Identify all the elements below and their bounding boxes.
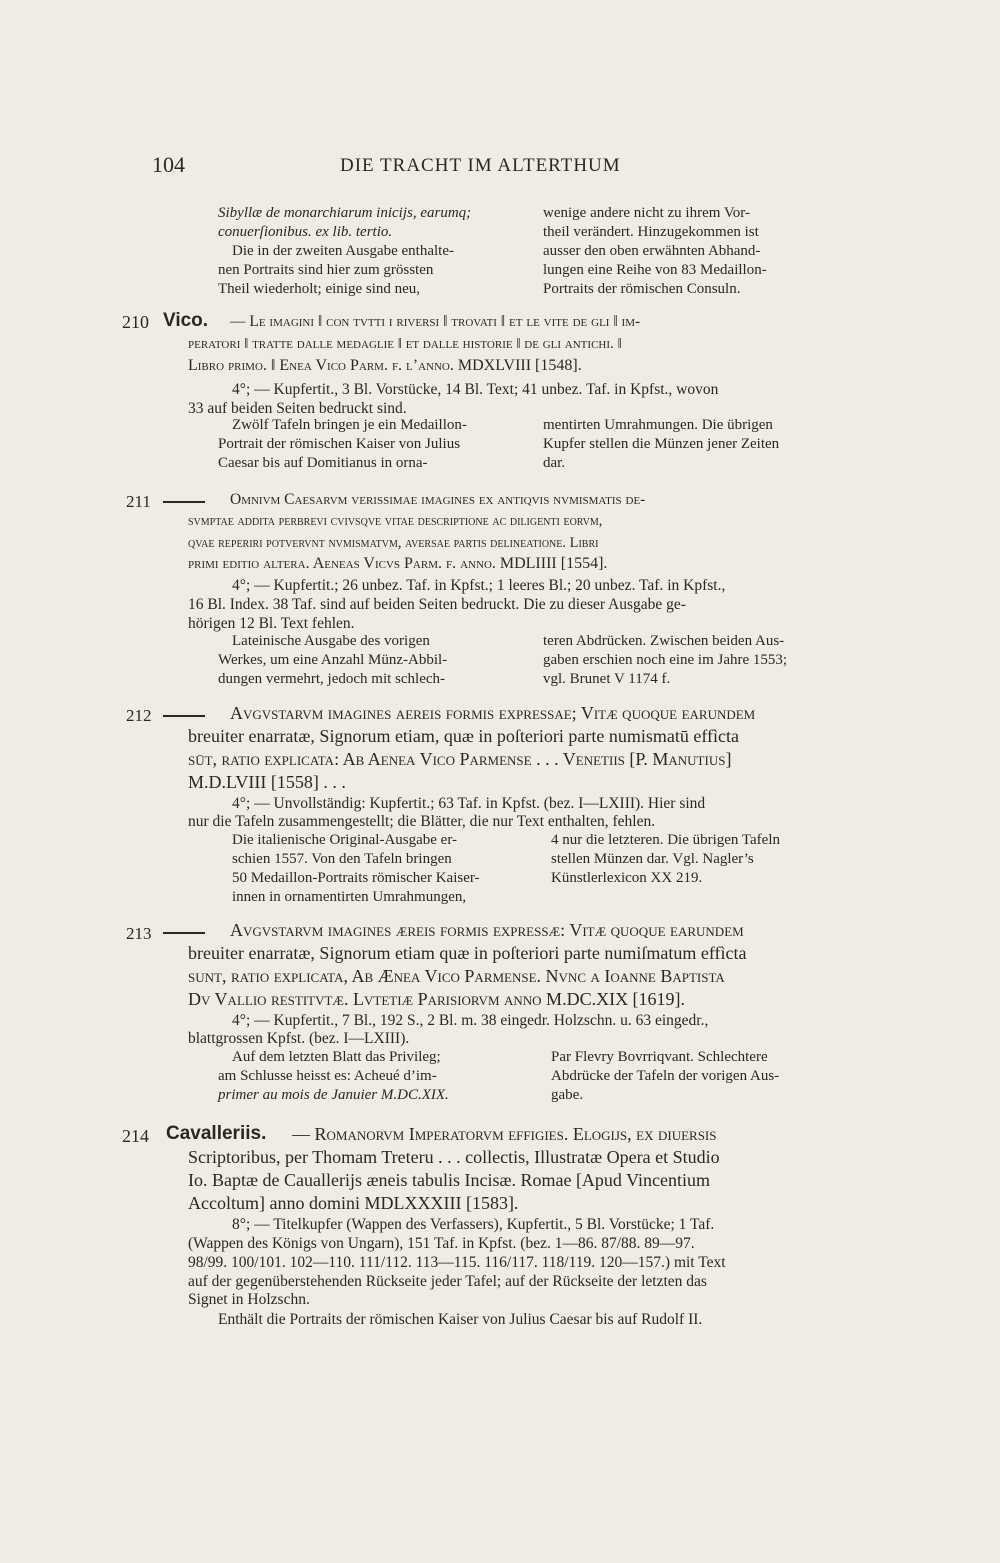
text-line: primer au mois de Januier M.DC.XIX. bbox=[218, 1087, 449, 1103]
title-line: — Romanorvm Imperatorvm effigies. Elogijs, ex diuersis bbox=[292, 1124, 717, 1144]
entry-number: 214 bbox=[122, 1126, 149, 1146]
text-line: gabe. bbox=[551, 1087, 584, 1103]
text-line: blattgrossen Kpfst. (bez. I—LXIII). bbox=[188, 1030, 410, 1047]
text-line: innen in ornamentirten Umrahmungen, bbox=[232, 889, 467, 905]
text-line: lungen eine Reihe von 83 Medaillon- bbox=[543, 262, 767, 278]
text-line: Par Flevry Bovrriqvant. Schlechtere bbox=[551, 1049, 768, 1065]
text-line: conuerſionibus. ex lib. tertio. bbox=[218, 224, 393, 240]
text-line: 4°; — Kupfertit.; 26 unbez. Taf. in Kpfst.; 1 leeres Bl.; 20 unbez. Taf. in Kpfst., bbox=[232, 577, 726, 594]
text-line: mentirten Umrahmungen. Die übrigen bbox=[543, 417, 773, 433]
title-line: M.D.LVIII [1558] . . . bbox=[188, 772, 346, 792]
title-line: Dv Vallio restitvtæ. Lvtetiæ Parisiorvm anno M.DC.XIX [1619]. bbox=[188, 989, 686, 1009]
text-line: schien 1557. Von den Tafeln bringen bbox=[232, 851, 452, 867]
text-line: Künstlerlexicon XX 219. bbox=[551, 870, 703, 886]
text-line: 4 nur die letzteren. Die übrigen Tafeln bbox=[551, 832, 780, 848]
text-line: Caesar bis auf Domitianus in orna- bbox=[218, 455, 428, 471]
text-line: dungen vermehrt, jedoch mit schlech- bbox=[218, 671, 446, 687]
text-line: Theil wiederholt; einige sind neu, bbox=[218, 281, 421, 297]
title-line: sunt, ratio explicata, Ab Ænea Vico Parmense. Nvnc a Ioanne Baptista bbox=[188, 966, 725, 986]
text-line: auf der gegenüberstehenden Rückseite jeder Tafel; auf der Rückseite der letzten das bbox=[188, 1273, 707, 1290]
entry-number: 213 bbox=[126, 924, 152, 943]
text-line: 33 auf beiden Seiten bedruckt sind. bbox=[188, 400, 407, 417]
text-line: 4°; — Unvollständig: Kupfertit.; 63 Taf. in Kpfst. (bez. I—LXIII). Hier sind bbox=[232, 795, 706, 812]
text-line: 98/99. 100/101. 102—110. 111/112. 113—115. 116/117. 118/119. 120—157.) mit Text bbox=[188, 1254, 726, 1271]
text-line: Werkes, um eine Anzahl Münz-Abbil- bbox=[218, 652, 448, 668]
text-line: nur die Tafeln zusammengestellt; die Blätter, die nur Text enthalten, fehlen. bbox=[188, 813, 656, 830]
text-line: Signet in Holzschn. bbox=[188, 1291, 310, 1308]
title-line: primi editio altera. Aeneas Vicvs Parm. f. anno. MDLIIII [1554]. bbox=[188, 555, 608, 572]
text-line: ausser den oben erwähnten Abhand- bbox=[543, 243, 761, 259]
page-number: 104 bbox=[152, 152, 185, 177]
running-title: DIE TRACHT IM ALTERTHUM bbox=[340, 155, 621, 176]
title-line: qvae reperiri potvervnt nvmismatvm, aversae partis delineatione. Libri bbox=[188, 535, 599, 551]
entry-author: Vico. bbox=[163, 310, 209, 331]
entry-number: 210 bbox=[122, 312, 149, 332]
title-line: peratori ‖ tratte dalle medaglie ‖ et dalle historie ‖ de gli antichi. ‖ bbox=[188, 336, 622, 352]
text-line: 4°; — Kupfertit., 3 Bl. Vorstücke, 14 Bl. Text; 41 unbez. Taf. in Kpfst., wovon bbox=[232, 381, 719, 398]
ditto-rule bbox=[163, 715, 205, 717]
title-line: Io. Baptæ de Cauallerijs æneis tabulis Incisæ. Romae [Apud Vincentium bbox=[188, 1170, 711, 1190]
title-line: Accoltum] anno domini MDLXXXIII [1583]. bbox=[188, 1193, 519, 1213]
text-line: 8°; — Titelkupfer (Wappen des Verfassers), Kupfertit., 5 Bl. Vorstücke; 1 Taf. bbox=[232, 1216, 715, 1233]
title-line: breuiter enarratæ, Signorum etiam, quæ in poſteriori parte numismatū effìcta bbox=[188, 726, 740, 746]
text-line: dar. bbox=[543, 455, 566, 471]
text-line: 50 Medaillon-Portraits römischer Kaiser- bbox=[232, 870, 480, 886]
text-line: wenige andere nicht zu ihrem Vor- bbox=[543, 205, 750, 221]
title-line: sūt, ratio explicata: Ab Aenea Vico Parmense . . . Venetiis [P. Manutius] bbox=[188, 749, 732, 769]
title-line: Scriptoribus, per Thomam Treteru . . . collectis, Illustratæ Opera et Studio bbox=[188, 1147, 720, 1167]
text-line: (Wappen des Königs von Ungarn), 151 Taf. in Kpfst. (bez. 1—86. 87/88. 89—97. bbox=[188, 1235, 695, 1252]
text-line: am Schlusse heisst es: Acheué d’im- bbox=[218, 1068, 437, 1084]
text-line: gaben erschien noch eine im Jahre 1553; bbox=[543, 652, 788, 668]
text-line: Die in der zweiten Ausgabe enthalte- bbox=[232, 243, 454, 259]
text-line: Kupfer stellen die Münzen jener Zeiten bbox=[543, 436, 780, 452]
text-line: nen Portraits sind hier zum grössten bbox=[218, 262, 434, 278]
text-line: stellen Münzen dar. Vgl. Nagler’s bbox=[551, 851, 754, 867]
text-line: Lateinische Ausgabe des vorigen bbox=[232, 633, 430, 649]
title-line: Libro primo. ‖ Enea Vico Parm. f. l’anno. MDXLVIII [1548]. bbox=[188, 357, 582, 374]
title-line: Avgvstarvm imagines aereis formis expressae; Vitæ quoque earundem bbox=[230, 703, 756, 723]
text-line: theil verändert. Hinzugekommen ist bbox=[543, 224, 759, 240]
text-line: vgl. Brunet V 1174 f. bbox=[543, 671, 671, 687]
text-line: 4°; — Kupfertit., 7 Bl., 192 S., 2 Bl. m. 38 eingedr. Holzschn. u. 63 eingedr., bbox=[232, 1012, 709, 1029]
ditto-rule bbox=[163, 501, 205, 503]
text-line: Enthält die Portraits der römischen Kaiser von Julius Caesar bis auf Rudolf II. bbox=[218, 1311, 703, 1328]
text-line: Abdrücke der Tafeln der vorigen Aus- bbox=[551, 1068, 780, 1084]
title-line: — Le imagini ‖ con tvtti i riversi ‖ trovati ‖ et le vite de gli ‖ im- bbox=[230, 313, 641, 330]
entry-number: 212 bbox=[126, 706, 152, 725]
text-line: Zwölf Tafeln bringen je ein Medaillon- bbox=[232, 417, 467, 433]
text-line: Auf dem letzten Blatt das Privileg; bbox=[232, 1049, 441, 1065]
title-line: svmptae addita perbrevi cvivsqve vitae descriptione ac diligenti eorvm, bbox=[188, 513, 603, 529]
text-line: 16 Bl. Index. 38 Taf. sind auf beiden Seiten bedruckt. Die zu dieser Ausgabe ge- bbox=[188, 596, 686, 613]
title-line: breuiter enarratæ, Signorum etiam quæ in poſteriori parte numiſmatum effìcta bbox=[188, 943, 747, 963]
text-line: hörigen 12 Bl. Text fehlen. bbox=[188, 615, 355, 632]
title-line: Avgvstarvm imagines æreis formis expressæ: Vitæ quoque earundem bbox=[230, 920, 744, 940]
text-line: Portrait der römischen Kaiser von Julius bbox=[218, 436, 461, 452]
text-line: Portraits der römischen Consuln. bbox=[543, 281, 741, 297]
text-line: Die italienische Original-Ausgabe er- bbox=[232, 832, 458, 848]
text-line: Sibyllæ de monarchiarum inicijs, earumq; bbox=[218, 205, 472, 221]
title-line: Omnivm Caesarvm verissimae imagines ex antiqvis nvmismatis de- bbox=[230, 491, 646, 508]
entry-author: Cavalleriis. bbox=[166, 1123, 267, 1144]
ditto-rule bbox=[163, 932, 205, 934]
text-line: teren Abdrücken. Zwischen beiden Aus- bbox=[543, 633, 785, 649]
entry-number: 211 bbox=[126, 492, 151, 511]
